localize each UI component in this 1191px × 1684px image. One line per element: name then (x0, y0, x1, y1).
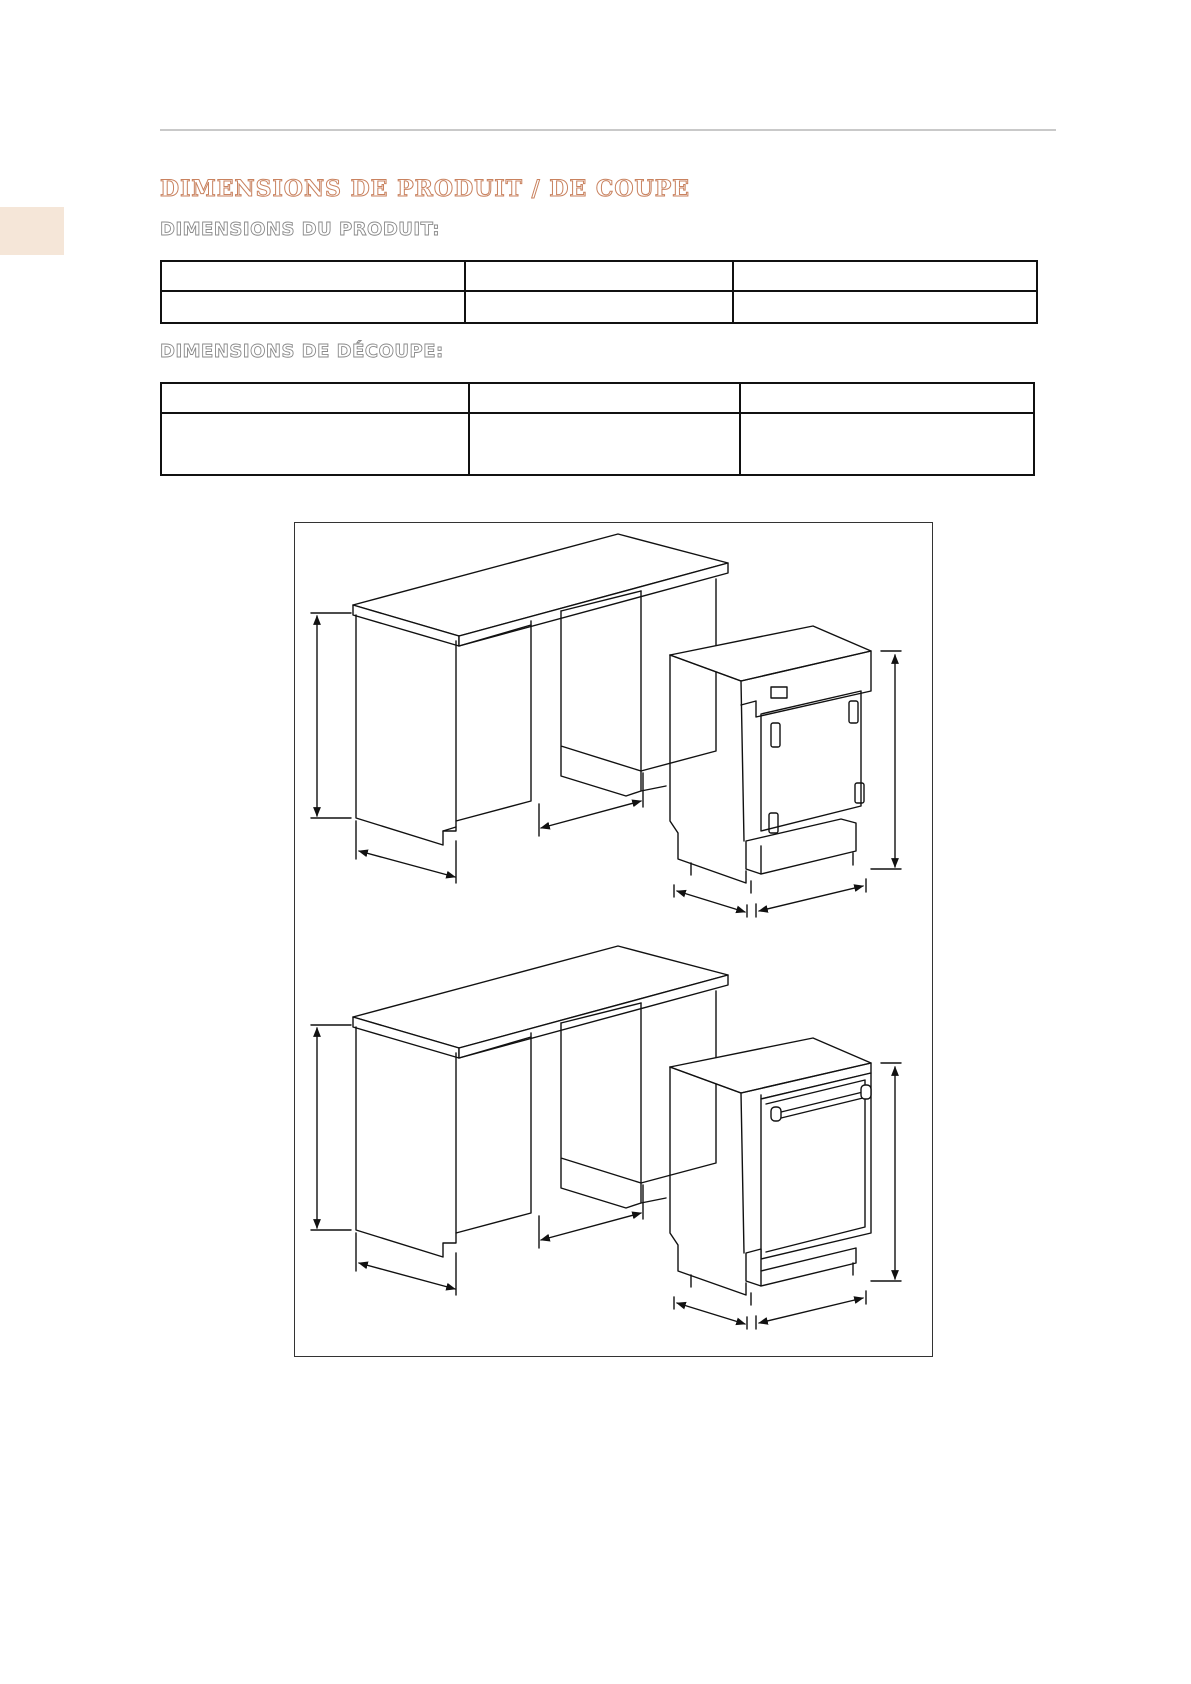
dishwasher-width-dimension (756, 1291, 866, 1329)
table-cell (469, 383, 739, 413)
table-row (161, 383, 1034, 413)
niche-width-dimension (539, 1185, 643, 1248)
table-row (161, 261, 1037, 291)
dishwasher-height-dimension (871, 651, 901, 869)
dishwasher-width-dimension (756, 879, 866, 917)
niche-width-dimension (539, 773, 643, 836)
product-dimensions-table (160, 260, 1038, 324)
cutout-dimensions-table (160, 382, 1035, 476)
product-dimensions-title: DIMENSIONS DU PRODUIT: (160, 219, 441, 240)
panel-semi-integrated (311, 946, 901, 1329)
table-cell (469, 413, 739, 475)
table-cell (740, 413, 1034, 475)
table-cell (465, 291, 732, 323)
cabinet-row (353, 946, 728, 1257)
table-cell (161, 413, 469, 475)
cabinet-depth-dimension (356, 821, 456, 883)
table-cell (161, 261, 465, 291)
table-cell (733, 261, 1037, 291)
table-cell (161, 383, 469, 413)
dishwasher-fully-integrated (670, 626, 871, 893)
installation-diagram (294, 522, 933, 1357)
table-cell (465, 261, 732, 291)
cabinet-depth-dimension (356, 1233, 456, 1295)
cabinet-height-dimension (311, 1025, 351, 1230)
chapter-tab (0, 207, 64, 255)
table-row (161, 291, 1037, 323)
cutout-dimensions-title: DIMENSIONS DE DÉCOUPE: (160, 341, 444, 362)
cabinet-row (353, 534, 728, 845)
top-divider (160, 129, 1056, 131)
table-cell (733, 291, 1037, 323)
table-row (161, 413, 1034, 475)
page-title: DIMENSIONS DE PRODUIT / DE COUPE (160, 176, 691, 202)
panel-fully-integrated (311, 534, 901, 917)
dishwasher-height-dimension (871, 1063, 901, 1281)
dishwasher-semi-integrated (670, 1038, 871, 1305)
dishwasher-depth-dimension (674, 1297, 747, 1329)
dishwasher-depth-dimension (674, 885, 747, 917)
table-cell (740, 383, 1034, 413)
cabinet-height-dimension (311, 613, 351, 818)
table-cell (161, 291, 465, 323)
